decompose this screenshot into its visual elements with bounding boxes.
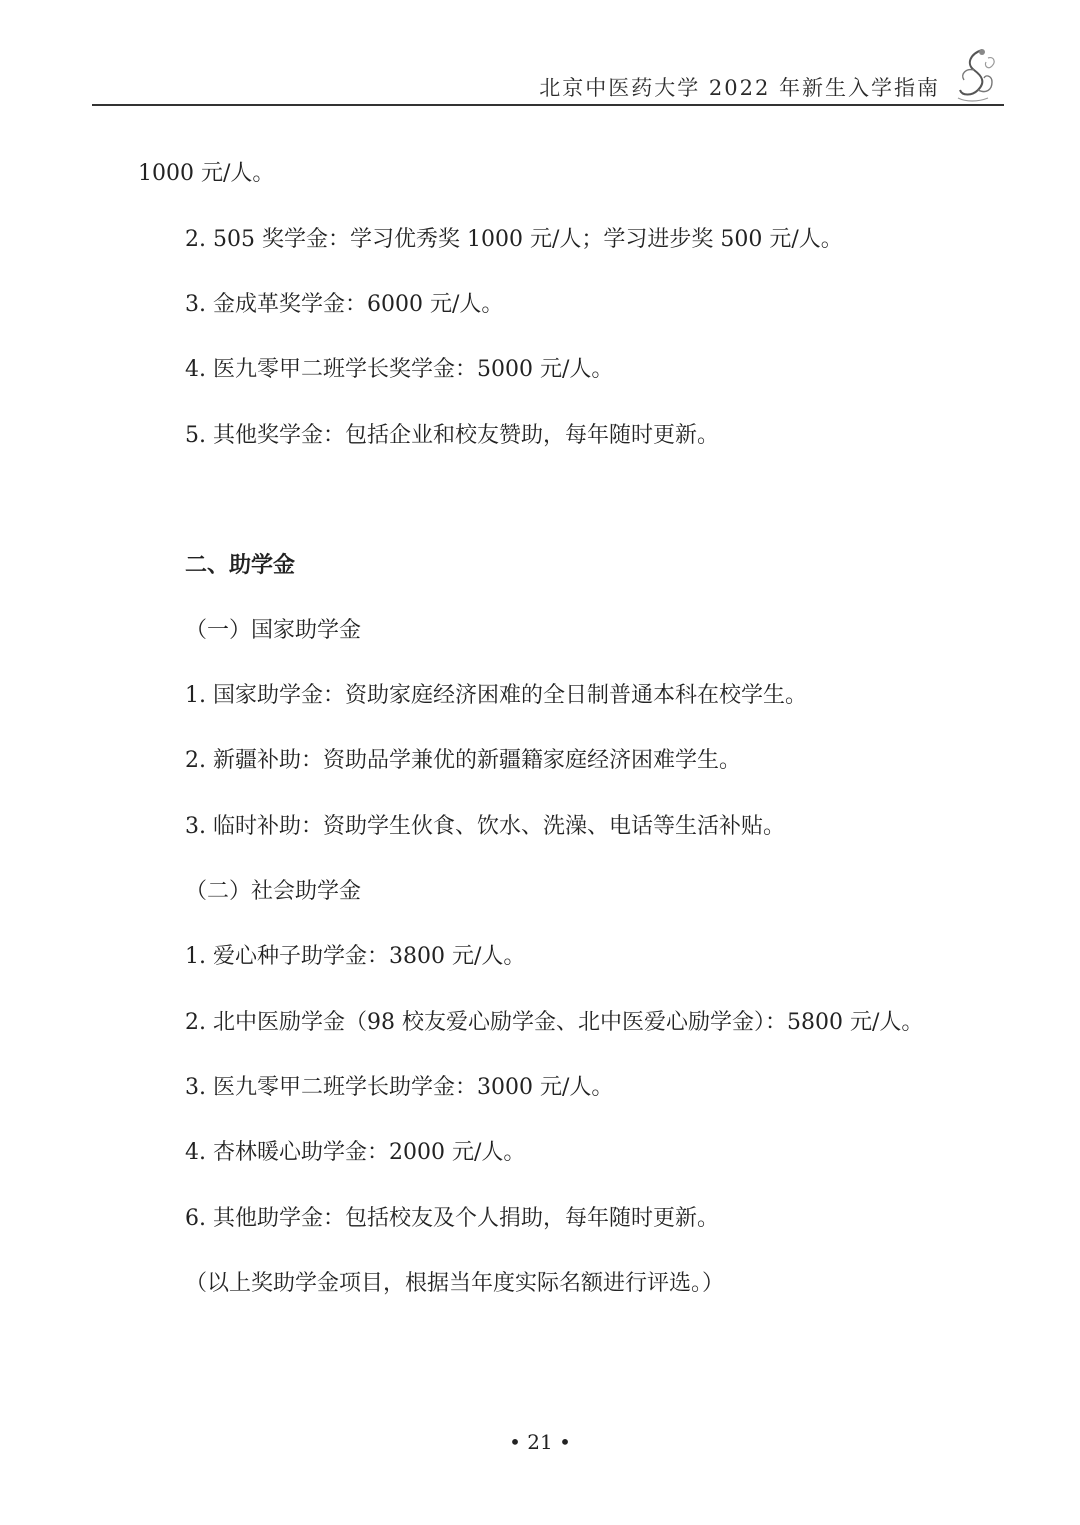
header-rule bbox=[92, 104, 1004, 106]
section-heading-grants: 二、助学金 bbox=[185, 553, 296, 578]
grant-item-national: 1. 国家助学金：资助家庭经济困难的全日制普通本科在校学生。 bbox=[185, 683, 807, 708]
grant-item-other: 6. 其他助学金：包括校友及个人捐助，每年随时更新。 bbox=[185, 1206, 719, 1231]
grant-item-aixin-seed: 1. 爱心种子助学金：3800 元/人。 bbox=[185, 944, 526, 969]
grant-item-xinjiang: 2. 新疆补助：资助品学兼优的新疆籍家庭经济困难学生。 bbox=[185, 748, 741, 773]
page-header bbox=[92, 40, 1004, 108]
scholarship-item-yijiuling: 4. 医九零甲二班学长奖学金：5000 元/人。 bbox=[185, 357, 614, 382]
scholarship-item-other: 5. 其他奖学金：包括企业和校友赞助，每年随时更新。 bbox=[185, 423, 719, 448]
grant-item-temporary: 3. 临时补助：资助学生伙食、饮水、洗澡、电话等生活补贴。 bbox=[185, 814, 785, 839]
scholarship-item-jinchengge: 3. 金成革奖学金：6000 元/人。 bbox=[185, 292, 504, 317]
closing-note: （以上奖助学金项目，根据当年度实际名额进行评选。） bbox=[185, 1271, 725, 1296]
header-title: 北京中医药大学 2022 年新生入学指南 bbox=[539, 76, 940, 100]
grant-item-lixuejin: 2. 北中医励学金（98 校友爱心励学金、北中医爱心励学金）：5800 元/人。 bbox=[185, 1010, 924, 1035]
subsection-heading-national: （一）国家助学金 bbox=[185, 618, 362, 643]
continuation-line: 1000 元/人。 bbox=[138, 161, 275, 186]
page-number: • 21 • bbox=[509, 1430, 571, 1454]
subsection-heading-social: （二）社会助学金 bbox=[185, 879, 362, 904]
grant-item-yijiuling: 3. 医九零甲二班学长助学金：3000 元/人。 bbox=[185, 1075, 614, 1100]
grant-item-xinglin: 4. 杏林暖心助学金：2000 元/人。 bbox=[185, 1140, 526, 1165]
scholarship-item-505: 2. 505 奖学金：学习优秀奖 1000 元/人；学习进步奖 500 元/人。 bbox=[185, 227, 843, 252]
floral-ornament-icon bbox=[952, 46, 1000, 104]
